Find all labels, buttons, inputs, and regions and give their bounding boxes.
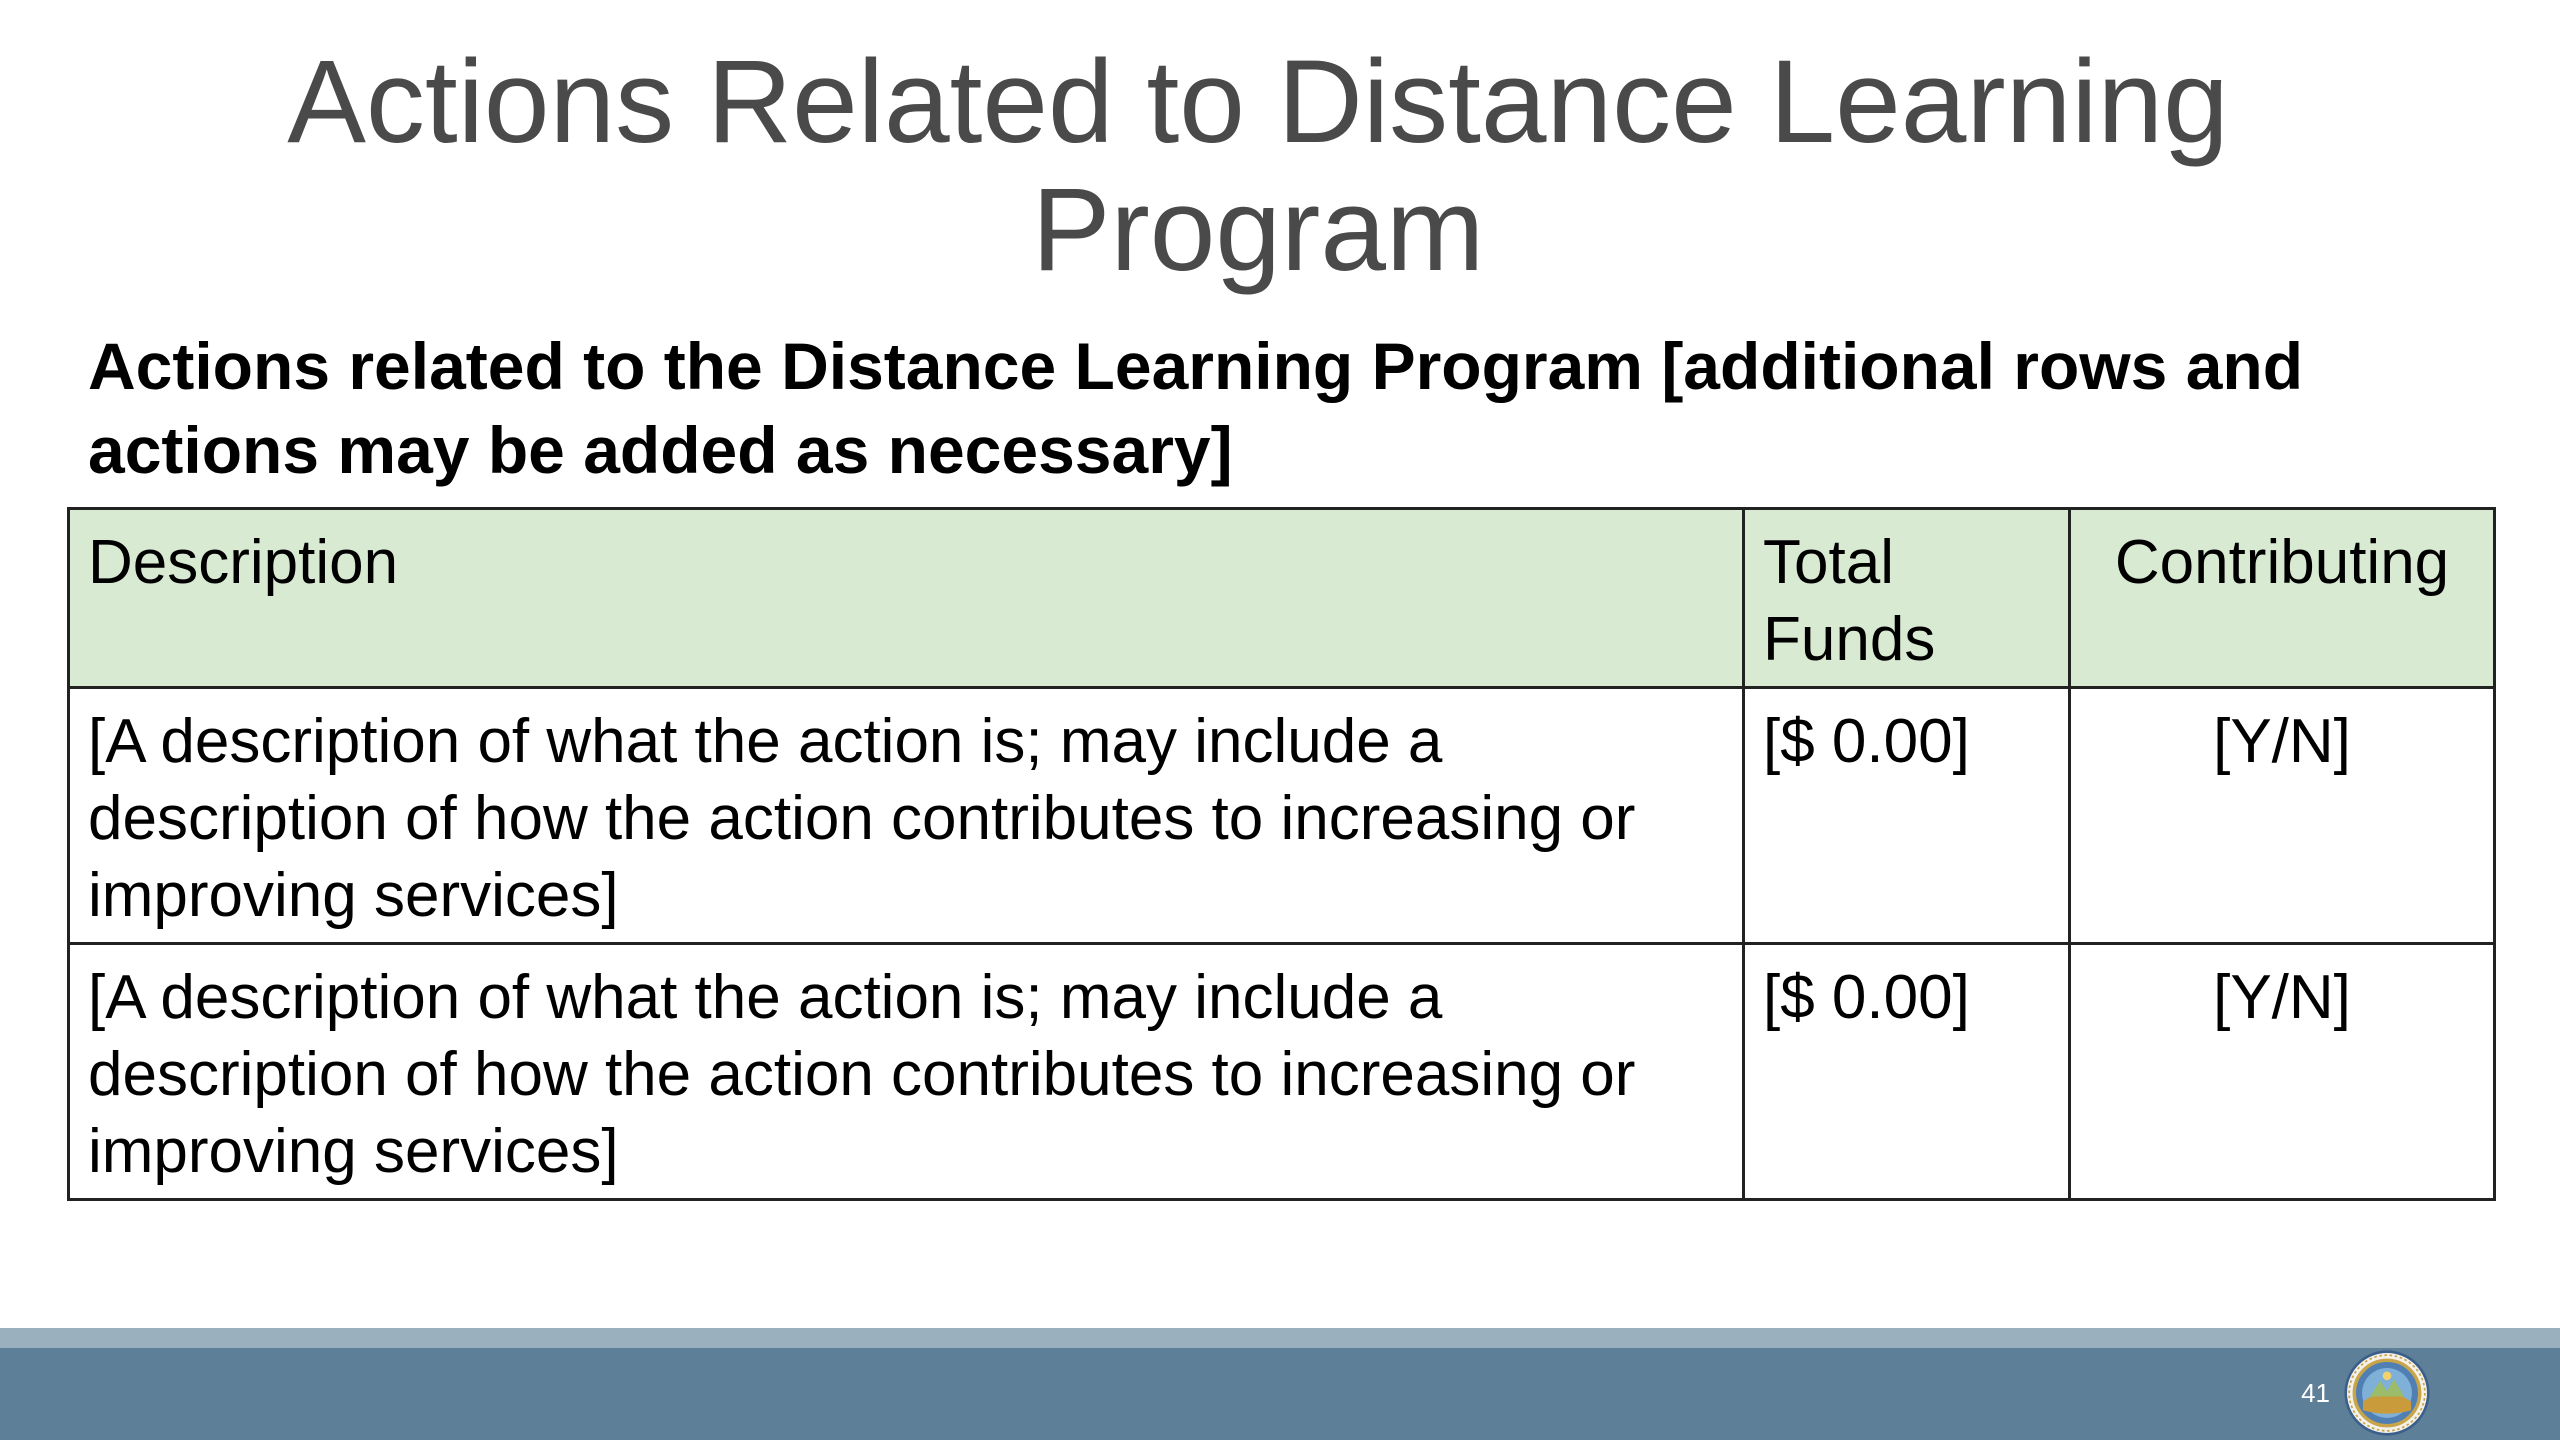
table-caption-line-1: Actions related to the Distance Learning Program [additional rows and bbox=[88, 329, 2304, 403]
footer-band bbox=[0, 1348, 2560, 1440]
header-total-funds-line-2: Funds bbox=[1763, 605, 1936, 674]
footer-accent-stripe bbox=[0, 1328, 2560, 1348]
cell-description-line-3: improving services] bbox=[88, 861, 619, 930]
table-caption-line-2: actions may be added as necessary] bbox=[88, 413, 1233, 487]
actions-table-container bbox=[67, 507, 2493, 1201]
header-total-funds bbox=[1744, 509, 2070, 688]
cell-description-line-2: description of how the action contributes to increasing or bbox=[88, 784, 1636, 853]
cell-contributing: [Y/N] bbox=[2070, 688, 2495, 944]
cell-contributing: [Y/N] bbox=[2070, 944, 2495, 1200]
page-number: 41 bbox=[2301, 1378, 2330, 1408]
table-header-row bbox=[69, 509, 2495, 688]
table-row bbox=[69, 688, 2495, 944]
cell-description bbox=[69, 944, 1744, 1200]
cell-description-line-3: improving services] bbox=[88, 1117, 619, 1186]
slide-title-line-1: Actions Related to Distance Learning bbox=[287, 36, 2229, 168]
header-description: Description bbox=[69, 509, 1744, 688]
cell-total-funds: [$ 0.00] bbox=[1744, 688, 2070, 944]
table-caption bbox=[88, 324, 2488, 492]
header-total-funds-line-1: Total bbox=[1763, 528, 1894, 597]
header-contributing: Contributing bbox=[2070, 509, 2495, 688]
cell-description-line-1: [A description of what the action is; may include a bbox=[88, 707, 1443, 776]
cell-description-line-1: [A description of what the action is; may include a bbox=[88, 963, 1443, 1032]
table-row bbox=[69, 944, 2495, 1200]
cell-description bbox=[69, 688, 1744, 944]
slide-title bbox=[0, 38, 2516, 294]
cell-description-line-2: description of how the action contributes to increasing or bbox=[88, 1040, 1636, 1109]
state-seal-icon bbox=[2344, 1350, 2430, 1436]
actions-table bbox=[67, 507, 2496, 1201]
slide-title-line-2: Program bbox=[1031, 164, 1485, 296]
cell-total-funds: [$ 0.00] bbox=[1744, 944, 2070, 1200]
